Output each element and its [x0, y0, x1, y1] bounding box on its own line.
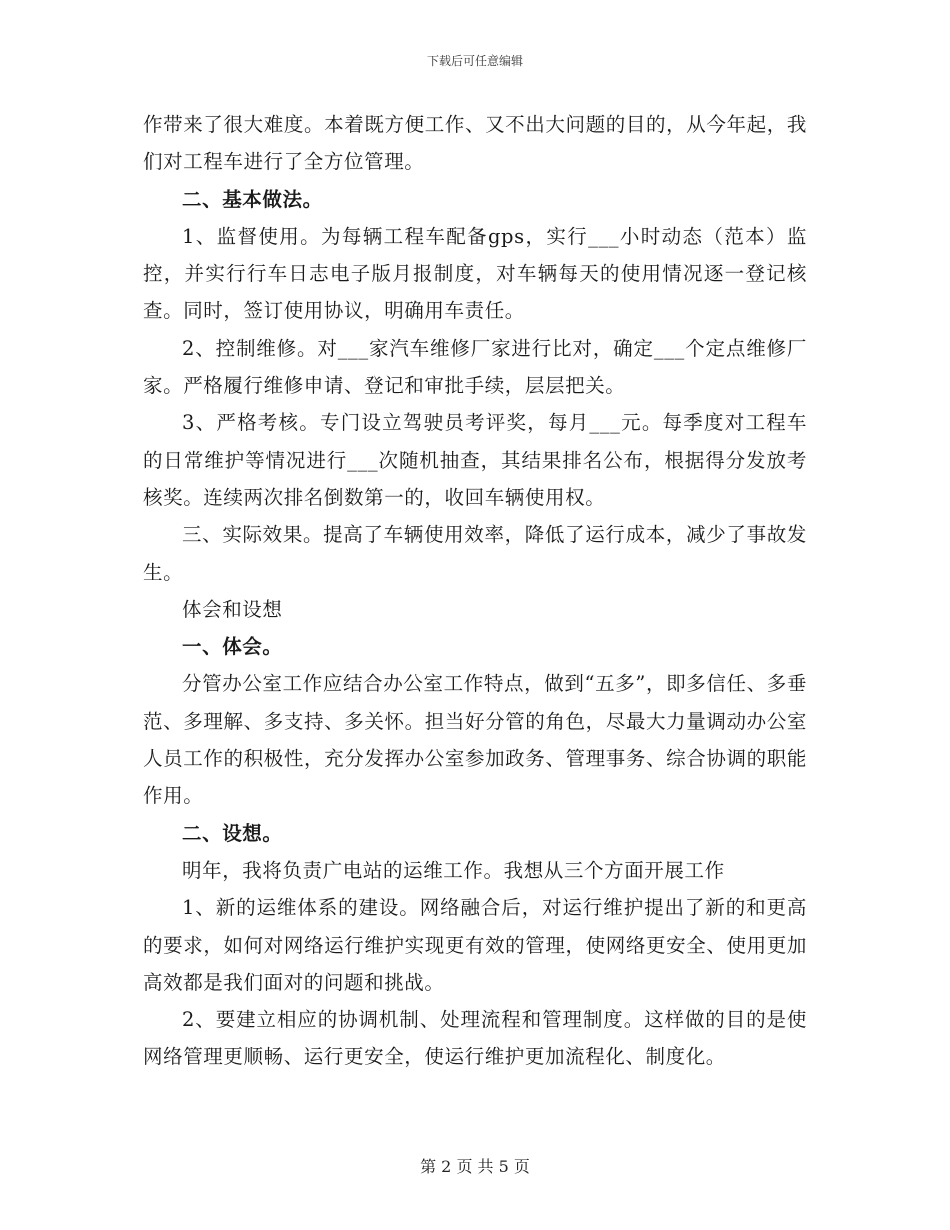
document-body: [143, 106, 807, 1076]
section-heading-plans: 二、设想。: [182, 821, 283, 845]
paragraph-control-repair: 2、控制维修。对___家汽车维修厂家进行比对，确定___个定点维修厂家。严格履行维修申请、登记和审批手续，层层把关。: [143, 336, 807, 398]
page-header-note: 下载后可任意编辑: [426, 54, 523, 68]
paragraph-supervise-use: 1、监督使用。为每辆工程车配备gps，实行___小时动态（范本）监控，并实行行车日志电子版月报制度，对车辆每天的使用情况逐一登记核查。同时，签订使用协议，明确用车责任。: [143, 224, 807, 323]
page-number: 第 2 页 共 5 页: [420, 1157, 530, 1176]
paragraph-next-year: 明年，我将负责广电站的运维工作。我想从三个方面开展工作: [182, 858, 725, 882]
paragraph-office-management: 分管办公室工作应结合办公室工作特点，做到“五多”，即多信任、多垂范、多理解、多支持、多关怀。担当好分管的角色，尽最大力量调动办公室人员工作的积极性，充分发挥办公室参加政务、管理事务、综合协调的职能作用。: [143, 672, 807, 808]
section-heading-basic-methods: 二、基本做法。: [182, 187, 323, 211]
paragraph-strict-assessment: 3、严格考核。专门设立驾驶员考评奖，每月___元。每季度对工程车的日常维护等情况进行___次随机抽查，其结果排名公布，根据得分发放考核奖。连续两次排名倒数第一的，收回车辆使用权。: [143, 411, 807, 509]
paragraph-coordination-mechanism: 2、要建立相应的协调机制、处理流程和管理制度。这样做的目的是使网络管理更顺畅、运行更安全，使运行维护更加流程化、制度化。: [143, 1008, 807, 1069]
paragraph-actual-effect: 三、实际效果。提高了车辆使用效率，降低了运行成本，减少了事故发生。: [143, 523, 807, 584]
paragraph-new-ops-system: 1、新的运维体系的建设。网络融合后，对运行维护提出了新的和更高的要求，如何对网络运行维护实现更有效的管理，使网络更安全、使用更加高效都是我们面对的问题和挑战。: [143, 896, 807, 994]
paragraph-1: 作带来了很大难度。本着既方便工作、又不出大问题的目的，从今年起，我们对工程车进行了全方位管理。: [143, 113, 807, 174]
section-heading-experience: 一、体会。: [182, 635, 283, 659]
subtitle-experience-and-plans: 体会和设想: [182, 597, 283, 621]
